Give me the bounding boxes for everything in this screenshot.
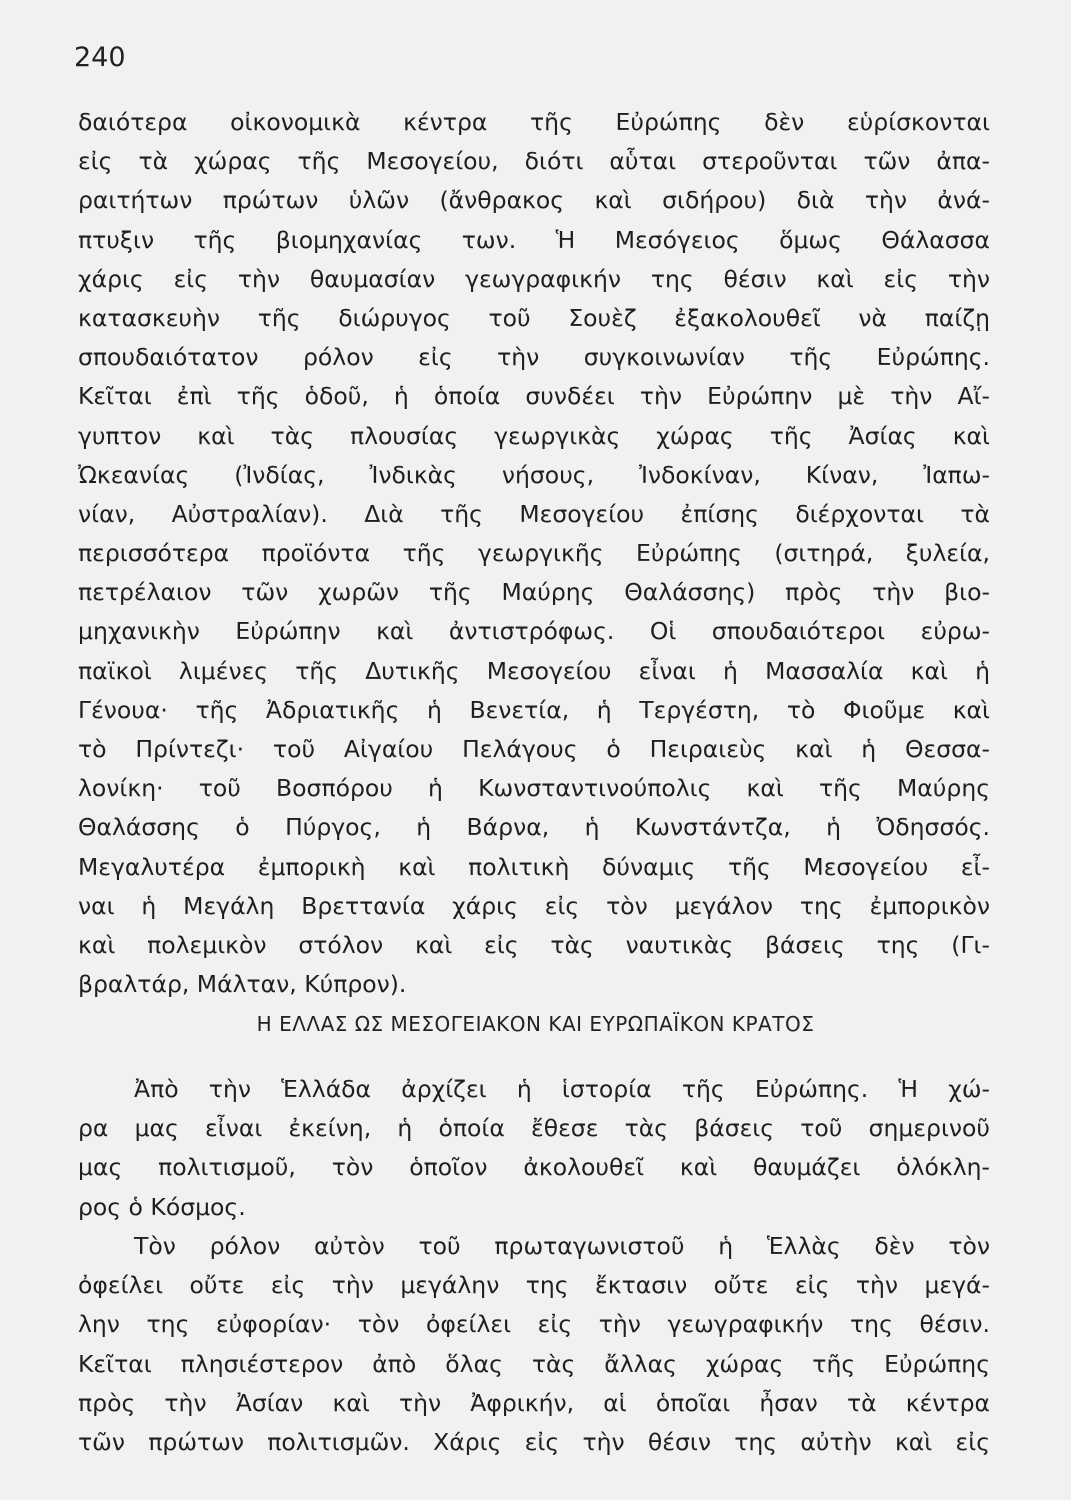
text-line: περισσότερα προϊόντα τῆς γεωργικῆς Εὐρώπης (σιτηρά, ξυλεία, xyxy=(78,539,990,568)
text-line: ρα μας εἶναι ἐκείνη, ἡ ὁποία ἔθεσε τὰς βάσεις τοῦ σημερινοῦ xyxy=(78,1114,990,1143)
text-line: ρος ὁ Κόσμος. xyxy=(78,1192,246,1221)
text-line: Μεγαλυτέρα ἐμπορικὴ καὶ πολιτικὴ δύναμις τῆς Μεσογείου εἶ- xyxy=(78,852,990,881)
text-line: Κεῖται πλησιέστερον ἀπὸ ὅλας τὰς ἄλλας χώρας τῆς Εὐρώπης xyxy=(78,1349,990,1378)
text-line: Θαλάσσης ὁ Πύργος, ἡ Βάρνα, ἡ Κωνστάντζα, ἡ Ὀδησσός. xyxy=(78,813,990,842)
text-line: πετρέλαιον τῶν χωρῶν τῆς Μαύρης Θαλάσσης) πρὸς τὴν βιο- xyxy=(78,578,990,607)
text-line: ὀφείλει οὔτε εἰς τὴν μεγάλην της ἔκτασιν οὔτε εἰς τὴν μεγά- xyxy=(78,1271,990,1300)
text-line: σπουδαιότατον ρόλον εἰς τὴν συγκοινωνίαν τῆς Εὐρώπης. xyxy=(78,343,990,372)
text-line: χάρις εἰς τὴν θαυμασίαν γεωγραφικήν της θέσιν καὶ εἰς τὴν xyxy=(78,264,990,293)
text-line: Γένουα· τῆς Ἀδριατικῆς ἡ Βενετία, ἡ Τεργέστη, τὸ Φιοῦμε καὶ xyxy=(78,695,990,724)
text-line: παϊκοὶ λιμένες τῆς Δυτικῆς Μεσογείου εἶναι ἡ Μασσαλία καὶ ἡ xyxy=(78,656,990,685)
text-line: τῶν πρώτων πολιτισμῶν. Χάρις εἰς τὴν θέσιν της αὐτὴν καὶ εἰς xyxy=(78,1427,990,1456)
text-line: κατασκευὴν τῆς διώρυγος τοῦ Σουὲζ ἐξακολουθεῖ νὰ παίζῃ xyxy=(78,303,990,332)
text-line: Ἀπὸ τὴν Ἑλλάδα ἀρχίζει ἡ ἱστορία τῆς Εὐρώπης. Ἡ χώ- xyxy=(134,1075,990,1103)
text-line: Ὠκεανίας (Ἰνδίας, Ἰνδικὰς νήσους, Ἰνδοκίναν, Κίναν, Ἰαπω- xyxy=(78,460,990,489)
text-line: τὸ Πρίντεζι· τοῦ Αἰγαίου Πελάγους ὁ Πειραιεὺς καὶ ἡ Θεσσα- xyxy=(78,735,990,763)
paragraph-2 xyxy=(78,1070,990,1227)
text-line: Κεῖται ἐπὶ τῆς ὁδοῦ, ἡ ὁποία συνδέει τὴν Εὐρώπην μὲ τὴν Αἴ- xyxy=(78,382,990,411)
text-line: βραλτάρ, Μάλταν, Κύπρον). xyxy=(78,970,407,999)
text-line: Τὸν ρόλον αὐτὸν τοῦ πρωταγωνιστοῦ ἡ Ἑλλὰς δὲν τὸν xyxy=(134,1232,990,1260)
text-line: εἰς τὰ χώρας τῆς Μεσογείου, διότι αὗται στεροῦνται τῶν ἀπα- xyxy=(78,147,990,176)
text-line: ναι ἡ Μεγάλη Βρεττανία χάρις εἰς τὸν μεγάλον της ἐμπορικὸν xyxy=(78,891,990,920)
text-line: πτυξιν τῆς βιομηχανίας των. Ἡ Μεσόγειος ὅμως Θάλασσα xyxy=(78,225,990,254)
section-heading: Η ΕΛΛΑΣ ΩΣ ΜΕΣΟΓΕΙΑΚΟΝ ΚΑΙ ΕΥΡΩΠΑΪΚΟΝ ΚΡΑΤΟΣ xyxy=(256,1012,815,1036)
text-line: νίαν, Αὐστραλίαν). Διὰ τῆς Μεσογείου ἐπίσης διέρχονται τὰ xyxy=(78,499,990,528)
text-line: ραιτήτων πρώτων ὑλῶν (ἄνθρακος καὶ σιδήρου) διὰ τὴν ἀνά- xyxy=(78,186,990,215)
text-line: δαιότερα οἰκονομικὰ κέντρα τῆς Εὐρώπης δὲν εὑρίσκονται xyxy=(78,108,990,136)
page-number: 240 xyxy=(74,42,126,73)
paragraph-3 xyxy=(78,1227,990,1462)
text-line: πρὸς τὴν Ἀσίαν καὶ τὴν Ἀφρικήν, αἱ ὁποῖαι ἦσαν τὰ κέντρα xyxy=(78,1388,990,1417)
text-line: λονίκη· τοῦ Βοσπόρου ἡ Κωνσταντινούπολις καὶ τῆς Μαύρης xyxy=(78,774,990,803)
text-line: μηχανικὴν Εὐρώπην καὶ ἀντιστρόφως. Οἱ σπουδαιότεροι εὐρω- xyxy=(78,617,990,646)
paragraph-1 xyxy=(78,103,990,1004)
text-line: καὶ πολεμικὸν στόλον καὶ εἰς τὰς ναυτικὰς βάσεις της (Γι- xyxy=(78,930,990,959)
text-line: λην της εὐφορίαν· τὸν ὀφείλει εἰς τὴν γεωγραφικήν της θέσιν. xyxy=(78,1310,990,1339)
text-line: γυπτον καὶ τὰς πλουσίας γεωργικὰς χώρας τῆς Ἀσίας καὶ xyxy=(78,421,990,450)
text-line: μας πολιτισμοῦ, τὸν ὁποῖον ἀκολουθεῖ καὶ θαυμάζει ὁλόκλη- xyxy=(78,1153,990,1182)
